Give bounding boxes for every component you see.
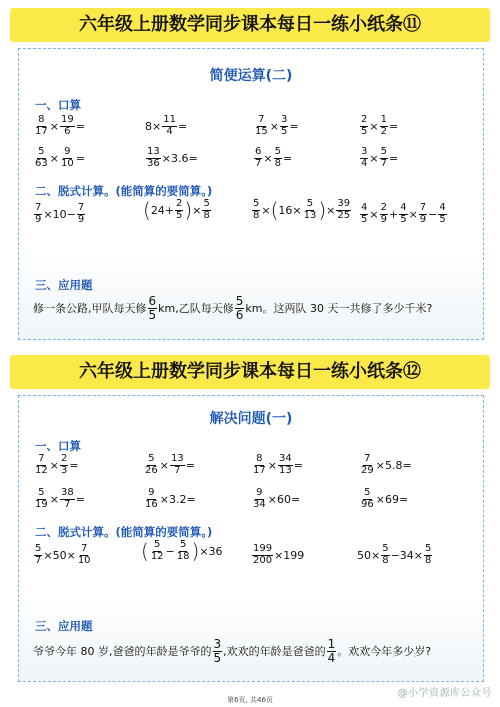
calc-item: $\frac{7}{9}$ ×10− $\frac{7}{9}$ bbox=[35, 202, 85, 225]
oral-item: $\frac{6}{7}$ × $\frac{5}{8}$ = bbox=[255, 146, 293, 169]
oral-item: $\frac{5}{96}$ ×69= bbox=[361, 487, 409, 510]
page-footer: 第6页, 共46页 bbox=[227, 696, 273, 704]
calc-item: $\frac{5}{7}$ ×50× $\frac{7}{10}$ bbox=[35, 543, 91, 566]
calc-item: 50× $\frac{5}{8}$ −34× $\frac{5}{8}$ bbox=[357, 543, 432, 566]
oral-item: $\frac{7}{12}$ × $\frac{2}{3}$ = bbox=[35, 453, 79, 476]
oral-item: $\frac{3}{4}$ × $\frac{5}{7}$ = bbox=[361, 146, 399, 169]
sheet1-banner: 六年级上册数学同步课本每日一练小纸条⑪ bbox=[10, 8, 490, 42]
oral-item: $\frac{7}{29}$ ×5.8= bbox=[361, 453, 412, 476]
oral-item: $\frac{8}{17}$ × $\frac{34}{13}$ = bbox=[253, 453, 303, 476]
sheet1-title: 简便运算(二) bbox=[209, 68, 293, 84]
sheet2-card bbox=[18, 395, 484, 682]
sheet2-banner: 六年级上册数学同步课本每日一练小纸条⑫ bbox=[10, 355, 490, 389]
calc-item: ( $\frac{5}{12}$ − $\frac{5}{18}$ ) ×36 bbox=[141, 539, 223, 563]
watermark: @小学资源库公众号 bbox=[397, 688, 492, 699]
sheet1-calc-heading: 二、脱式计算。(能简算的要简算。) bbox=[35, 184, 213, 198]
oral-item: $\frac{5}{63}$ × $\frac{9}{10}$ = bbox=[35, 146, 85, 169]
oral-item: $\frac{5}{19}$ × $\frac{38}{7}$ = bbox=[35, 487, 85, 510]
oral-item: $\frac{5}{26}$ × $\frac{13}{7}$ = bbox=[145, 453, 195, 476]
oral-item: $\frac{13}{36}$ ×3.6= bbox=[147, 146, 198, 169]
sheet2-title: 解决问题(一) bbox=[209, 411, 293, 427]
sheet2-oral-heading: 一、口算 bbox=[35, 439, 81, 453]
sheet1-word-heading: 三、应用题 bbox=[35, 278, 93, 292]
oral-item: $\frac{9}{16}$ ×3.2= bbox=[145, 487, 196, 510]
calc-item: $\frac{4}{5}$ × $\frac{2}{9}$ + $\frac{4}{5}$ × $\frac{7}{9}$ − $\frac{4}{5}$ bbox=[361, 202, 446, 225]
sheet2-word-problem: 爷爷今年 80 岁,爸爸的年龄是爷爷的 $\frac{3}{5}$ ,欢欢的年龄是爸爸的 $\frac{1}{4}$ 。欢欢今年多少岁? bbox=[33, 637, 432, 665]
sheet1-word-problem: 修一条公路,甲队每天修 $\frac{6}{5}$ km,乙队每天修 $\frac{5}{6}$ km。这两队 30 天一共修了多少千米? bbox=[33, 294, 433, 322]
sheet1-card bbox=[18, 48, 484, 340]
oral-item: $\frac{9}{34}$ ×60= bbox=[253, 487, 301, 510]
calc-item: $\frac{5}{8}$ × ( 16× $\frac{5}{13}$ ) × $\frac{39}{25}$ bbox=[253, 198, 351, 222]
calc-item: ( 24+ $\frac{2}{5}$ ) × $\frac{5}{8}$ bbox=[143, 198, 210, 222]
sheet2-calc-heading: 二、脱式计算。(能简算的要简算。) bbox=[35, 525, 213, 539]
oral-item: $\frac{7}{15}$ × $\frac{3}{5}$ = bbox=[255, 114, 299, 137]
oral-item: $\frac{2}{5}$ × $\frac{1}{2}$ = bbox=[361, 114, 399, 137]
sheet2-word-heading: 三、应用题 bbox=[35, 619, 93, 633]
oral-item: $\frac{8}{17}$ × $\frac{19}{6}$ = bbox=[35, 114, 85, 137]
sheet1-oral-heading: 一、口算 bbox=[35, 98, 81, 112]
oral-item: 8× $\frac{11}{4}$ = bbox=[145, 114, 188, 137]
calc-item: $\frac{199}{200}$ ×199 bbox=[253, 543, 305, 566]
